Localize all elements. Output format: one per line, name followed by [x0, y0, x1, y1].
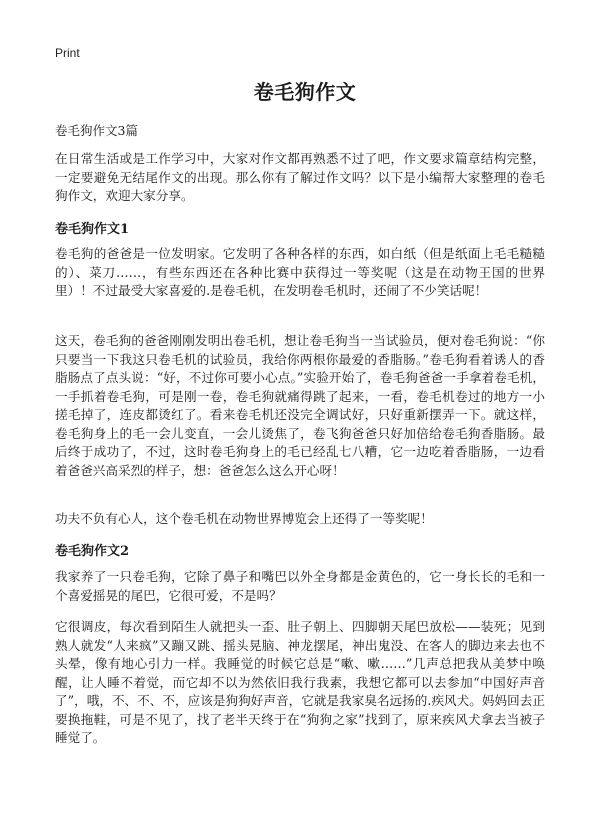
- section-2-paragraph-2: 它很调皮，每次看到陌生人就把头一歪、肚子朝上、四脚朝天尾巴放松——装死；见到熟人就发“人来疯”又蹦又跳、摇头晃脑、神龙摆尾，神出鬼没、在客人的脚边来去也不头晕，像有地心引力一样。我睡觉的时候它总是“嗽、嗽……”几声总把我从美梦中唤醒，让人睡不着觉，而它却不以为然依旧我行我素，我想它都可以去参加“中国好声音了”，哦，不、不、不，应该是狗狗好声音，它就是我家臭名远扬的.疾风犬。妈妈回去正要换拖鞋，可是不见了，找了老半天终于在“狗狗之家”找到了，原来疾风犬拿去当被子睡觉了。: [55, 619, 545, 745]
- page-title: 卷毛狗作文: [253, 80, 357, 104]
- section-1-paragraph-3: 功夫不负有心人，这个卷毛机在动物世界博览会上还得了一等奖呢！: [55, 511, 433, 526]
- intro-paragraph: 在日常生活或是工作学习中，大家对作文都再熟悉不过了吧，作文要求篇章结构完整，一定要避免无结尾作文的出现。那么你有了解过作文吗？以下是小编帮大家整理的卷毛狗作文，欢迎大家分享。: [55, 151, 545, 203]
- section-heading-1: 卷毛狗作文1: [55, 222, 130, 237]
- section-heading-2: 卷毛狗作文2: [55, 544, 130, 559]
- section-1-paragraph-1: 卷毛狗的爸爸是一位发明家。它发明了各种各样的东西，如白纸（但是纸面上毛毛糙糙的）、菜刀……，有些东西还在各种比赛中获得过一等奖呢（这是在动物王国的世界里）！不过最受大家喜爱的.是卷毛机，在发明卷毛机时，还闹了不少笑话呢！: [55, 246, 545, 298]
- document-subtitle: 卷毛狗作文3篇: [55, 123, 138, 138]
- print-link[interactable]: Print: [55, 46, 80, 60]
- section-2-paragraph-1: 我家养了一只卷毛狗，它除了鼻子和嘴巴以外全身都是金黄色的，它一身长长的毛和一个喜爱摇晃的尾巴，它很可爱，不是吗？: [55, 569, 545, 603]
- section-1-paragraph-2: 这天，卷毛狗的爸爸刚刚发明出卷毛机，想让卷毛狗当一当试验员，便对卷毛狗说：“你只要当一下我这只卷毛机的试验员，我给你两根你最爱的香脂肠。”卷毛狗看着诱人的香脂肠点了点头说：“好，不过你可要小心点。”实验开始了，卷毛狗爸爸一手拿着卷毛机，一手抓着卷毛狗，可是刚一卷，卷毛狗就痛得跳了起来，一看，卷毛机卷过的地方一小搓毛掉了，连皮都烫红了。看来卷毛机还没完全调试好，只好重新摆弄一下。就这样，卷毛狗身上的毛一会儿变直，一会儿烫焦了，卷飞狗爸爸只好加倍给卷毛狗香脂肠。最后终于成功了，不过，这时卷毛狗身上的毛已经乱七八糟，它一边吃着香脂肠，一边看着爸爸兴高采烈的样子，想：爸爸怎么这么开心呀！: [55, 333, 545, 478]
